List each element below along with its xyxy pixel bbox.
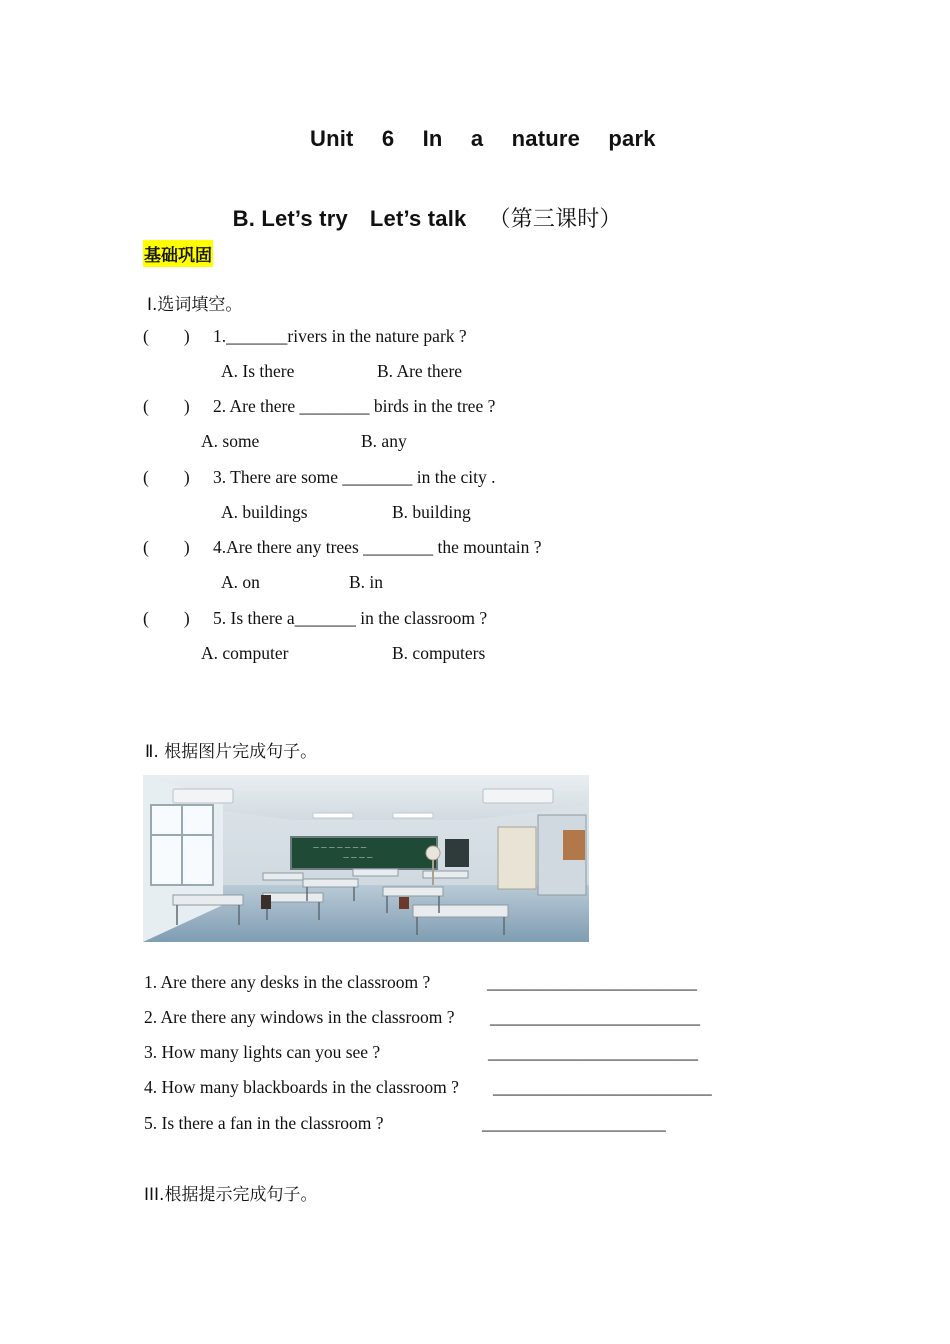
answer-paren: ( ) (143, 537, 190, 557)
classroom-photo (143, 775, 589, 942)
answer-blank[interactable]: ________________________ (487, 972, 697, 992)
picture-question-1: 1. Are there any desks in the classroom ? (144, 972, 431, 992)
option-a: A. computer (201, 643, 289, 663)
picture-question-4: 4. How many blackboards in the classroom ? (144, 1077, 459, 1097)
answer-paren: ( ) (143, 396, 190, 416)
option-b: B. any (361, 431, 407, 451)
option-a: A. Is there (221, 361, 295, 381)
section-2-heading: Ⅱ. 根据图片完成句子。 (145, 742, 318, 762)
picture-question-3: 3. How many lights can you see ? (144, 1042, 381, 1062)
option-a: A. buildings (221, 502, 308, 522)
question-2: 2. Are there ________ birds in the tree ? (213, 396, 496, 416)
option-a: A. on (221, 572, 260, 592)
answer-paren: ( ) (143, 467, 190, 487)
subtitle-lesson: （第三课时） (488, 207, 622, 232)
question-1: 1._______rivers in the nature park ? (213, 326, 467, 346)
option-a: A. some (201, 431, 260, 451)
question-3: 3. There are some ________ in the city . (213, 467, 496, 487)
section-3-heading: III.根据提示完成句子。 (144, 1185, 318, 1205)
option-b: B. computers (392, 643, 486, 663)
answer-blank[interactable]: _____________________ (482, 1113, 666, 1133)
option-b: B. in (349, 572, 384, 592)
section-highlight-label: 基础巩固 (143, 240, 213, 267)
question-4: 4.Are there any trees ________ the mountain ? (213, 537, 542, 557)
subtitle-lets-talk: Let’s talk (369, 206, 467, 231)
option-b: B. Are there (377, 361, 463, 381)
svg-text:— — — — — — —: — — — — — — — (313, 844, 367, 851)
answer-paren: ( ) (143, 326, 190, 346)
svg-text:— — — —: — — — — (343, 854, 373, 861)
question-5: 5. Is there a_______ in the classroom ? (213, 608, 488, 628)
answer-paren: ( ) (143, 608, 190, 628)
section-1-heading: Ⅰ.选词填空。 (147, 295, 243, 315)
answer-blank[interactable]: ________________________ (488, 1042, 698, 1062)
answer-blank[interactable]: _________________________ (493, 1077, 712, 1097)
worksheet-title: Unit 6 In a nature park (310, 126, 656, 151)
subtitle-lets-try: B. Let’s try (232, 206, 348, 231)
worksheet-subtitle (220, 176, 622, 233)
option-b: B. building (392, 502, 471, 522)
answer-blank[interactable]: ________________________ (490, 1007, 700, 1027)
picture-question-5: 5. Is there a fan in the classroom ? (144, 1113, 384, 1133)
picture-question-2: 2. Are there any windows in the classroom ? (144, 1007, 455, 1027)
